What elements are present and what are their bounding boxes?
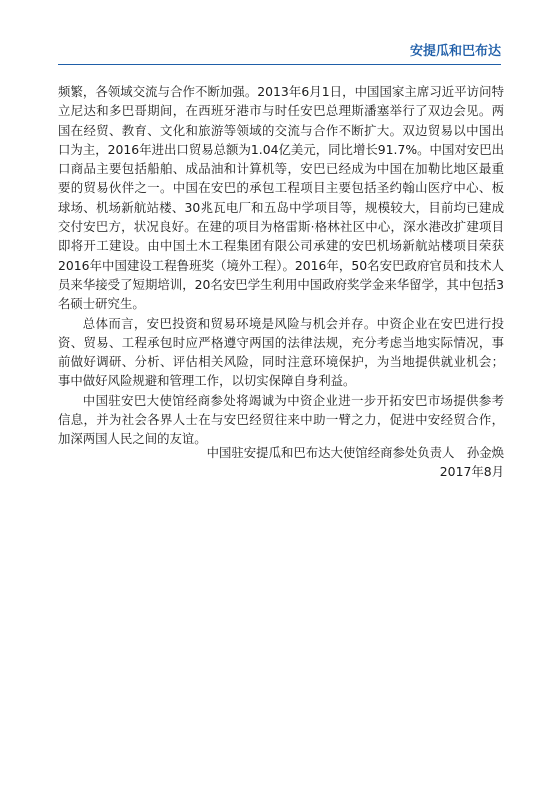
body-text: [58, 82, 504, 449]
paragraph-summary: 总体而言，安巴投资和贸易环境是风险与机会并存。中资企业在安巴进行投资、贸易、工程承包时应严格遵守两国的法律法规，充分考虑当地实际情况，事前做好调研、分析、评估相关风险，同时注意环境保护，为当地提供就业机会；事中做好风险规避和管理工作，以切实保障自身利益。: [58, 315, 504, 389]
signature-name: 中国驻安提瓜和巴布达大使馆经商参处负责人 孙金焕: [206, 445, 504, 460]
running-header-title: 安提瓜和巴布达: [409, 44, 501, 59]
signature-block: [58, 443, 504, 482]
paragraph-continued: 频繁，各领域交流与合作不断加强。2013年6月1日，中国国家主席习近平访问特立尼达和多巴哥期间，在西班牙港市与时任安巴总理斯潘塞举行了双边会见。两国在经贸、教育、文化和旅游等领域的交流与合作不断扩大。双边贸易以中国出口为主，2016年进出口贸易总额为1.04亿美元，同比增长91.7%。中国对安巴出口商品主要包括船舶、成品油和计算机等，安巴已经成为中国在加勒比地区最重要的贸易伙伴之一。中国在安巴的承包工程项目主要包括圣约翰山医疗中心、板球场、机场新航站楼、30兆瓦电厂和五岛中学项目等，规模较大，目前均已建成交付安巴方，状况良好。在建的项目为格雷斯·格林社区中心，深水港改扩建项目即将开工建设。由中国土木工程集团有限公司承建的安巴机场新航站楼项目荣获2016年中国建设工程鲁班奖（境外工程）。2016年，50名安巴政府官员和技术人员来华接受了短期培训，20名安巴学生利用中国政府奖学金来华留学，其中包括3名硕士研究生。: [58, 84, 504, 312]
paragraph-closing: 中国驻安巴大使馆经商参处将竭诚为中资企业进一步开拓安巴市场提供参考信息，并为社会各界人士在与安巴经贸往来中助一臂之力，促进中安经贸合作，加深两国人民之间的友谊。: [58, 392, 504, 447]
header-divider: [58, 64, 501, 65]
signature-date: 2017年8月: [439, 464, 504, 480]
